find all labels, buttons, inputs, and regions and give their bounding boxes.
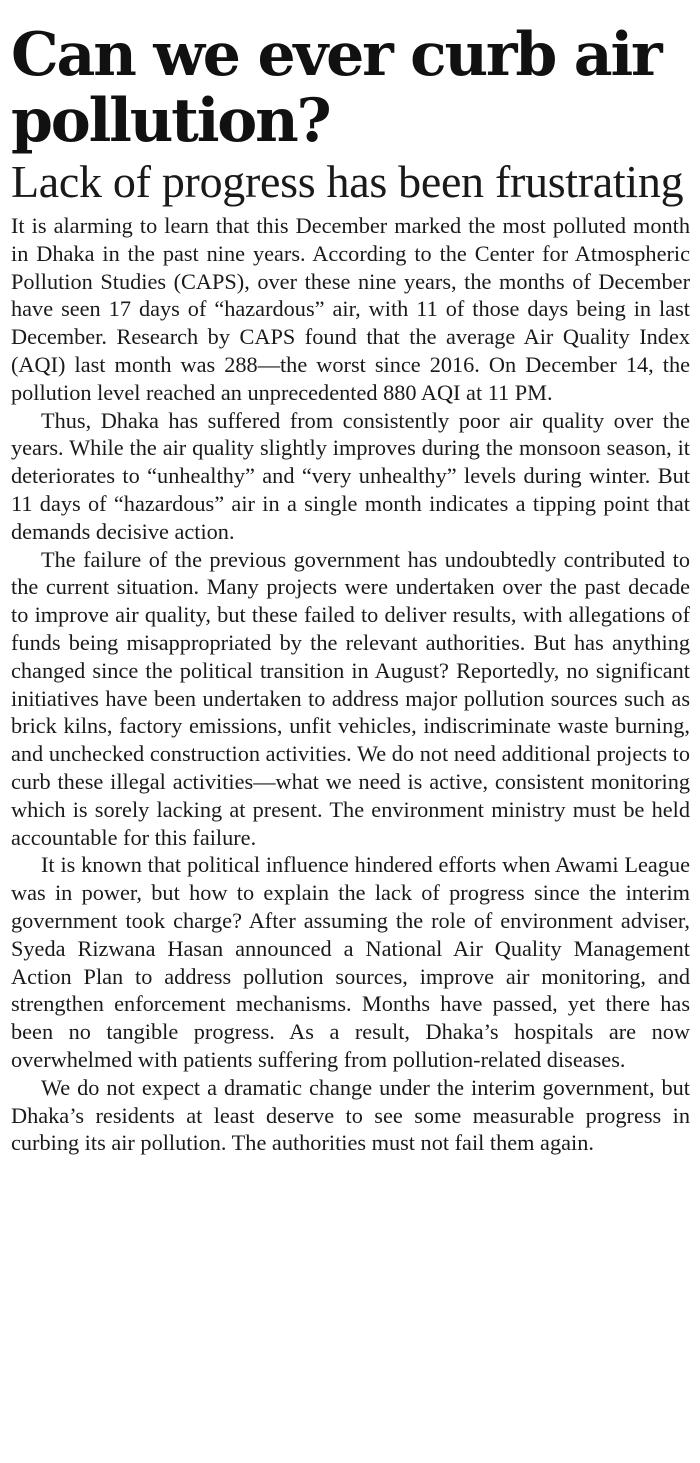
body-paragraph: It is alarming to learn that this December marked the most polluted month in Dhaka in the past nine years. According to the Center for Atmospheric Pollution Studies (CAPS), over these nine years, the months of December have seen 17 days of “hazardous” air, with 11 of those days being in last December. Research by CAPS found that the average Air Quality Index (AQI) last month was 288—the worst since 2016. On December 14, the pollution level reached an unprecedented 880 AQI at 11 PM.: [11, 213, 690, 405]
body-paragraph: Thus, Dhaka has suffered from consistently poor air quality over the years. While the air quality slightly improves during the monsoon season, it deteriorates to “unhealthy” and “very unhealthy” levels during winter. But 11 days of “hazardous” air in a single month indicates a tipping point that demands decisive action.: [11, 407, 690, 544]
body-paragraph: The failure of the previous government has undoubtedly contributed to the current situation. Many projects were undertaken over the past decade to improve air quality, but these failed to deliver results, with allegations of funds being misappropriated by the relevant authorities. But has anything changed since the political transition in August? Reportedly, no significant initiatives have been undertaken to address major pollution sources such as brick kilns, factory emissions, unfit vehicles, indiscriminate waste burning, and unchecked construction activities. We do not need additional projects to curb these illegal activities—what we need is active, consistent monitoring which is sorely lacking at present. The environment ministry must be held accountable for this failure.: [11, 546, 690, 850]
article-body: [11, 212, 690, 1157]
body-paragraph: It is known that political influence hindered efforts when Awami League was in power, but how to explain the lack of progress since the interim government took charge? After assuming the role of environment adviser, Syeda Rizwana Hasan announced a National Air Quality Management Action Plan to address pollution sources, improve air monitoring, and strengthen enforcement mechanisms. Months have passed, yet there has been no tangible progress. As a result, Dhaka’s hospitals are now overwhelmed with patients suffering from pollution-related diseases.: [11, 852, 690, 1072]
subheadline: Lack of progress has been frustrating: [11, 156, 684, 207]
body-paragraph: We do not expect a dramatic change under the interim government, but Dhaka’s residents at least deserve to see some measurable progress in curbing its air pollution. The authorities must not fail them again.: [11, 1074, 690, 1156]
headline: Can we ever curb air pollution?: [11, 20, 661, 156]
